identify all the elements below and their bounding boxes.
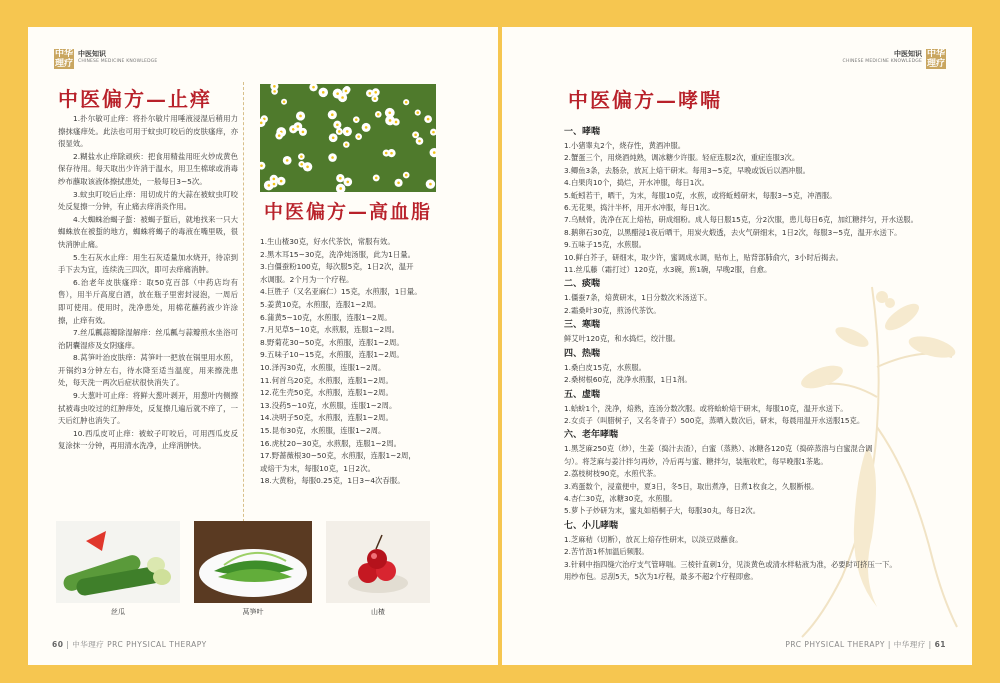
remedy-line: 7.乌贼骨，洗净在瓦上焙枯，研成细粉。成人每日服15克，分2次服，患儿每日6克，加红糖拌匀，开水送服。 bbox=[564, 215, 918, 225]
header-subtitle: CHINESE MEDICINE KNOWLEDGE bbox=[78, 59, 158, 64]
section-heading: 二、痰喘 bbox=[564, 279, 601, 290]
section-heading: 七、小儿哮喘 bbox=[564, 520, 619, 531]
remedy-line: 7.月见草5~10克，水煎服，连服1~2周。 bbox=[260, 325, 400, 335]
caption-lettuce-leaf: 莴笋叶 bbox=[242, 608, 264, 616]
remedy-line: 3.针刺中指四缝穴治疗支气管哮喘。三棱针直刺1分，见淡黄色或清水样粘液为准，必要时可挤压一下。 bbox=[564, 559, 897, 569]
remedy-line: 5.萝卜子炒研为末，蜜丸如梧桐子大，每服30丸，每日2次。 bbox=[564, 506, 761, 516]
remedy-line: 6.无花果，捣汁半杯，用开水冲服，每日1次。 bbox=[564, 203, 715, 213]
remedy-paragraph: 8.莴笋叶治皮肤痒：莴笋叶一把放在锅里用水煎，开锅约3分钟左右，待水降至适当温度，用来擦洗患处，每天洗一两次后症状很快消失了。 bbox=[58, 353, 238, 388]
footer-en: PRC PHYSICAL THERAPY bbox=[785, 640, 885, 649]
remedy-line: 2.苦竹沥1杯加温后频服。 bbox=[564, 547, 649, 557]
section-items bbox=[564, 362, 964, 387]
remedy-line: 用纱布包。忌刮5天，5次为1疗程，最多不超2个疗程即愈。 bbox=[564, 571, 758, 581]
remedy-line: 9.五味子15克，水煎服。 bbox=[564, 240, 646, 250]
section-heading: 五、虚喘 bbox=[564, 389, 601, 400]
remedy-line: 1.芝麻秸（切断），放瓦上焙存性研末，以淡豆豉蘸食。 bbox=[564, 534, 743, 544]
section-heading: 一、哮喘 bbox=[564, 127, 601, 137]
remedy-line: 11.何首乌20克，水煎服，连服1~2周。 bbox=[260, 375, 393, 385]
remedy-line: 18.大黄粉，每服0.25克，1日3~4次吞服。 bbox=[260, 476, 405, 486]
itch-remedies bbox=[58, 113, 238, 453]
hawthorn-photo bbox=[326, 521, 430, 603]
remedy-line: 鲜艾叶120克，和水捣烂，绞汁服。 bbox=[564, 334, 681, 344]
header-title: 中医知识 bbox=[894, 50, 922, 58]
remedy-line: 17.野蔷薇根30~50克，水煎服，连服1~2周， bbox=[260, 451, 416, 461]
remedy-paragraph: 1.扑尔敏可止痒：将扑尔敏片用唾液浸湿后稍用力擦抹瘙痒处。此法也可用于蚊虫叮咬后的皮肤瘙痒，亦很显效。 bbox=[58, 114, 238, 149]
title-asthma: 中医偏方—哮喘 bbox=[568, 88, 722, 112]
remedy-line: 13.没药5~10克，水煎服，连服1~2周。 bbox=[260, 400, 397, 410]
section-items bbox=[564, 403, 964, 428]
section-items bbox=[564, 140, 964, 276]
remedy-paragraph: 6.治老年皮肤瘙痒：取50克百部（中药店均有售），用半斤高度白酒，放在瓶子里密封浸泡，一周后即可使用。使用时，洗净患处，用棉花蘸药液少许涂擦，止痒有效。 bbox=[58, 277, 238, 325]
remedy-paragraph: 4.大蜘蛛治蝎子蜇：被蝎子蜇后，就地找来一只大蜘蛛放在被蜇的地方，蜘蛛将蝎子的毒液在嘴里吸，很快消肿止痛。 bbox=[58, 214, 238, 249]
remedy-line: 2.黑木耳15~30克，洗净炖汤服，此为1日量。 bbox=[260, 249, 416, 259]
remedy-line: 5.蚯蚓若干，晒干，为末，每服10克，水煎，或将蚯蚓研末，每服3~5克，冲酒服。 bbox=[564, 190, 837, 200]
remedy-paragraph: 3.蚊虫叮咬后止痒：用切成片的大蒜在被蚊虫叮咬处反复擦一分钟，有止痛去痒消炎作用。 bbox=[58, 189, 238, 212]
remedy-line: 3.鲫鱼3条，去肠杂，放瓦上焙干研末。每用3~5克，早晚或饭后以酒冲服。 bbox=[564, 165, 810, 175]
section-heading: 三、寒喘 bbox=[564, 320, 601, 331]
magazine-logo: 中华理疗 bbox=[54, 49, 73, 69]
remedy-line: 1.小猪睾丸2个，烧存性，黄酒冲服。 bbox=[564, 141, 686, 150]
remedy-line: 4.白果肉10个，捣烂，开水冲服，每日1次。 bbox=[564, 178, 709, 188]
remedy-line: 2.霜桑叶30克，煎汤代茶饮。 bbox=[564, 305, 661, 315]
magazine-logo: 中华理疗 bbox=[926, 49, 945, 69]
remedy-line: 1.生山楂30克，好水代茶饮，常服有效。 bbox=[260, 237, 395, 246]
footer-zh: 中华理疗 bbox=[72, 640, 105, 649]
remedy-line: 14.决明子50克，水煎服，连服1~2周。 bbox=[260, 413, 393, 423]
remedy-line: 1.蛤蚧1个，洗净，焙熟，连汤分数次服。或将蛤蚧焙干研末，每服10克，温开水送下。 bbox=[564, 403, 848, 413]
remedy-line: 8.鹅卵石30克，以黑醋浸1夜后晒干，用炭火煅透，去火气研细末，1日2次，每服3~5克，温开水送下。 bbox=[564, 227, 902, 237]
remedy-line: 1.僵蚕7条，焙黄研末，1日分数次米汤送下。 bbox=[564, 293, 712, 303]
remedy-paragraph: 10.西瓜皮可止痒：被蚊子叮咬后，可用西瓜皮反复涂抹一分钟，再用清水洗净，止痒消肿快。 bbox=[58, 428, 238, 451]
remedy-line: 2.女贞子（叫腊树子，又名冬青子）500克，蒸晒入数次后，研末，每晨用温开水送服15克。 bbox=[564, 415, 865, 425]
remedy-line: 11.丝瓜藤（霜打过）120克，水3碗，煎1碗，早晚2服，自愈。 bbox=[564, 265, 772, 275]
page-header bbox=[843, 49, 922, 64]
remedy-line: 2.蟹蛋三个，用烧酒炖熟，调冰糖少许服。轻症连服2次，重症连服3次。 bbox=[564, 153, 800, 163]
footer-en: PRC PHYSICAL THERAPY bbox=[107, 640, 207, 649]
title-hyperlipidemia: 中医偏方—高血脂 bbox=[264, 201, 433, 223]
remedy-paragraph: 9.大葱叶可止痒：将鲜大葱叶剥开，用葱叶内侧擦拭被毒虫咬过的红肿痒处，反复擦几遍后就不痒了，一天后红肿也消失了。 bbox=[58, 391, 238, 426]
remedy-line: 4.巨胜子（又名亚麻仁）15克，水煎服，1日量。 bbox=[260, 287, 422, 297]
section-heading: 六、老年哮喘 bbox=[564, 430, 619, 441]
right-page bbox=[502, 27, 972, 665]
section-items bbox=[564, 443, 964, 517]
section-heading: 四、热喘 bbox=[564, 348, 601, 359]
remedy-line: 6.蒲黄5~10克，水煎服，连服1~2周。 bbox=[260, 312, 392, 322]
remedy-line: 4.杏仁30克，冰糖30克，水煎服。 bbox=[564, 493, 678, 503]
section-items bbox=[564, 292, 964, 317]
remedy-line: 或焙干为末，每服10克，1日2次。 bbox=[260, 463, 375, 473]
remedy-line: 9.五味子10~15克，水煎服，连服1~2周。 bbox=[260, 350, 404, 360]
lettuce-leaf-photo bbox=[194, 521, 312, 603]
caption-hawthorn: 山楂 bbox=[371, 608, 385, 616]
remedy-line: 2.荔枝树枝90克，水煎代茶。 bbox=[564, 469, 661, 479]
remedy-paragraph: 7.丝瓜瓤蒜瓣除湿解痒：丝瓜瓤与蒜瓣煎水坐浴可治阴囊湿疹及女阴瘙痒。 bbox=[58, 328, 238, 350]
remedy-line: 3.鸡蛋数个，浸童便中，夏3日，冬5日，取出煮净，日煮1枚食之，久服断根。 bbox=[564, 481, 819, 491]
remedy-line: 1.黑芝麻250克（炒），生姜（捣汁去渣），白蜜（蒸熟）、冰糖各120克（捣碎蒸溶与白蜜混合调 bbox=[564, 444, 873, 454]
remedy-paragraph: 5.生石灰水止痒：用生石灰适量加水烧开，待凉到手下去为宜，连续洗三四次，即可去痒痛消肿。 bbox=[58, 252, 238, 275]
remedy-line: 10.鲜白芥子，研细末，取少许，蜜调成水调，贴布上，贴背部肺俞穴，3小时后揭去。 bbox=[564, 252, 843, 262]
section-items bbox=[564, 534, 964, 584]
left-footer: 60 | 中华理疗 PRC PHYSICAL THERAPY bbox=[52, 640, 207, 649]
section-items bbox=[564, 333, 964, 345]
remedy-line: 匀）。将芝麻与姜汁拌匀再炒，冷后再与蜜、糖拌匀，装瓶收贮，每早晚服1茶匙。 bbox=[564, 456, 828, 466]
remedy-line: 12.花生壳50克，水煎服，连服1~2周。 bbox=[260, 388, 393, 398]
chamomile-photo bbox=[260, 84, 436, 192]
left-page bbox=[28, 27, 498, 665]
loofah-photo bbox=[56, 521, 180, 603]
page-number: 61 bbox=[934, 640, 946, 649]
column-divider bbox=[243, 82, 244, 532]
remedy-line: 8.野菊花30~50克，水煎服，连服1~2周。 bbox=[260, 337, 404, 347]
remedy-paragraph: 2.糊盐水止痒除顽疾：把食用精盐用旺火炒成黄色保存待用。每天取出少许消于温水，用卫生棉球或消毒纱布蘸取该液体擦拭患处，一般每日3~5次。 bbox=[58, 151, 238, 186]
page-number: 60 bbox=[52, 640, 64, 649]
remedy-line: 16.虎杖20~30克，水煎服，连服1~2周。 bbox=[260, 438, 402, 448]
header-subtitle: CHINESE MEDICINE KNOWLEDGE bbox=[842, 59, 922, 64]
remedy-line: 1.桑白皮15克，水煎服。 bbox=[564, 362, 646, 372]
right-footer: PRC PHYSICAL THERAPY | 中华理疗 | 61 bbox=[785, 640, 946, 649]
remedy-line: 5.姜黄10克，水煎服，连服1~2周。 bbox=[260, 299, 381, 309]
title-itch: 中医偏方—止痒 bbox=[58, 87, 212, 111]
page-header bbox=[78, 49, 157, 64]
remedy-line: 15.昆布30克，水煎服，连服1~2周。 bbox=[260, 425, 386, 435]
remedy-line: 2.桑树根60克，洗净水煎服，1日1剂。 bbox=[564, 375, 692, 385]
remedy-line: 3.白僵蚕粉100克，每次服5克，1日2次，温开 bbox=[260, 262, 414, 272]
caption-loofah: 丝瓜 bbox=[111, 608, 125, 616]
remedy-line: 10.泽泻30克，水煎服，连服1~2周。 bbox=[260, 362, 386, 372]
hyperlipidemia-remedies bbox=[260, 236, 490, 488]
header-title: 中医知识 bbox=[78, 50, 106, 58]
asthma-remedies bbox=[564, 124, 964, 583]
footer-zh: 中华理疗 bbox=[893, 640, 926, 649]
remedy-line: 水调服。2个月为一个疗程。 bbox=[260, 274, 354, 284]
